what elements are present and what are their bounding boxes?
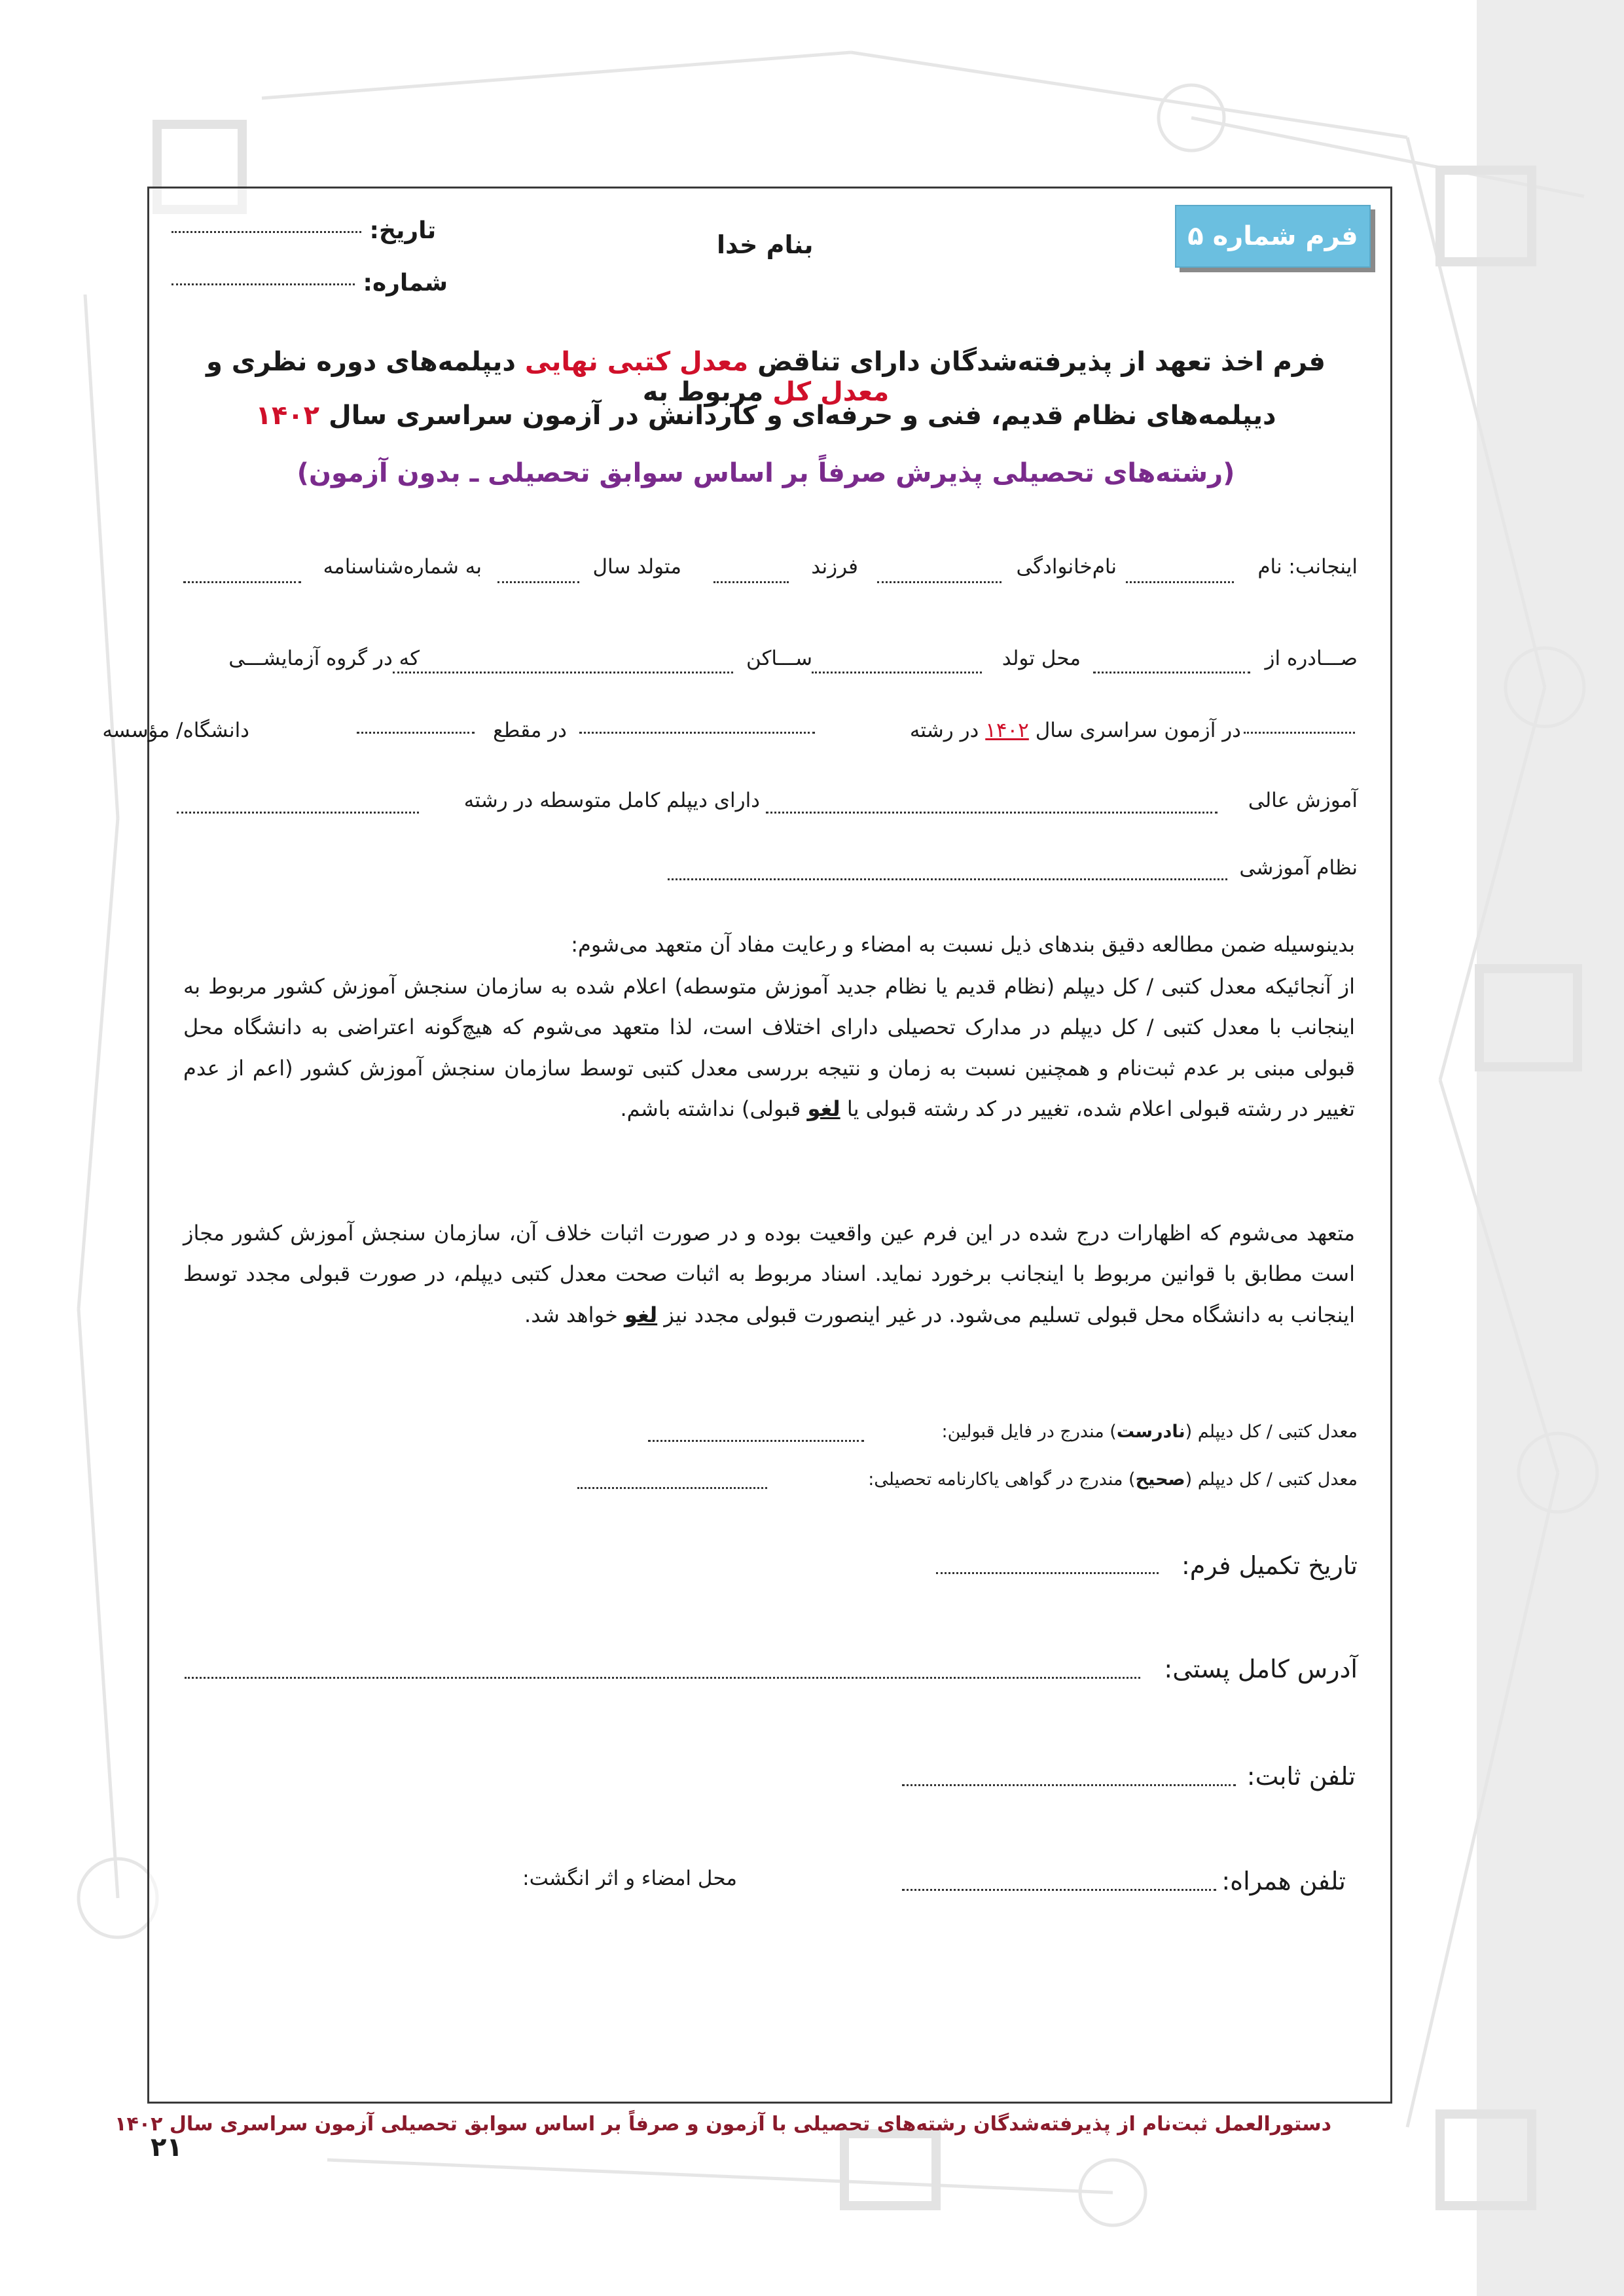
number-field[interactable] (171, 283, 355, 285)
date-field[interactable] (171, 231, 361, 233)
gpa1-incorrect: نادرست (1116, 1422, 1185, 1442)
date-label: تاریخ: (369, 217, 437, 244)
gpa2-correct: صحیح (1135, 1469, 1185, 1490)
birthplace-field[interactable] (812, 672, 982, 673)
form-title-line-1 (183, 347, 1348, 407)
field-level-label: در مقطع (493, 719, 567, 742)
landline-field[interactable] (902, 1784, 1236, 1786)
higher-ed-field[interactable] (766, 812, 1218, 814)
number-line (171, 270, 448, 296)
gpa-incorrect-line (942, 1422, 1358, 1442)
issued-field[interactable] (1093, 672, 1250, 673)
major-field[interactable] (579, 732, 815, 734)
field-education-system-label: نظام آموزشی (1239, 856, 1358, 880)
title-part: فرم اخذ تعهد از پذیرفته‌شدگان دارای تناقض (757, 347, 1326, 377)
postal-address-field[interactable] (185, 1677, 1140, 1679)
signature-label: محل امضاء و اثر انگشت: (522, 1867, 737, 1890)
gpa-incorrect-field[interactable] (648, 1440, 864, 1442)
row3-start-field[interactable] (1244, 732, 1355, 734)
postal-address-label: آدرس کامل پستی: (1164, 1655, 1358, 1683)
gpa2-c: ) مندرج در گواهی یاکارنامه تحصیلی: (868, 1469, 1136, 1490)
para1-end: قبولی) نداشته باشم. (620, 1096, 801, 1122)
child-of-field[interactable] (713, 581, 789, 583)
family-field[interactable] (877, 581, 1001, 583)
para1-bold: لغو (807, 1096, 840, 1122)
exam-year-text (910, 719, 1241, 742)
field-birthyear-label: متولد سال (592, 555, 681, 579)
title-highlight: معدل کل (772, 377, 890, 407)
field-family-label: نام‌خانوادگی (1016, 555, 1117, 579)
title-part: مربوط به (642, 377, 764, 407)
footer-instruction: دستورالعمل ثبت‌نام از پذیرفته‌شدگان رشته‌های تحصیلی با آزمون و صرفاً بر اساس سوابق تحصیلی آزمون سراسری سال ۱۴۰۲ (115, 2113, 1331, 2136)
form-number-badge: فرم شماره ۵ (1175, 205, 1371, 268)
para2-end: خواهد شد. (524, 1302, 618, 1327)
completion-date-field[interactable] (936, 1572, 1159, 1574)
title-part: دیپلمه‌های دوره نظری و (206, 347, 516, 377)
field-diploma-label: دارای دیپلم کامل متوسطه در رشته (463, 789, 760, 812)
para2-bold: لغو (624, 1302, 658, 1327)
completion-date-label: تاریخ تکمیل فرم: (1181, 1551, 1358, 1580)
landline-label: تلفن ثابت: (1246, 1762, 1356, 1791)
diploma-field[interactable] (177, 812, 419, 814)
birthyear-field[interactable] (497, 581, 579, 583)
gpa1-c: ) مندرج در فایل قبولین: (941, 1422, 1117, 1442)
para2-text: متعهد می‌شوم که اظهارات درج شده در این فرم عین واقعیت بوده و در صورت اثبات خلاف آن، سازمان سنجش آموزش کشور مجاز است مطابق با قوانین مربوط با اینجانب برخورد نماید. اسناد مربوط به اثبات صحت معدل کتبی دیپلم، در صورت قبولی مجدد توسط اینجانب به دانشگاه محل قبولی تسلیم می‌شود. در غیر اینصورت قبولی مجدد نیز (183, 1221, 1355, 1327)
mobile-label: تلفن همراه: (1221, 1867, 1346, 1895)
education-system-field[interactable] (668, 878, 1227, 880)
form-title-line-3: (رشته‌های تحصیلی پذیرش صرفاً بر اساس سوابق تحصیلی ـ بدون آزمون) (297, 458, 1235, 488)
gpa1-a: معدل کتبی / کل دیپلم ( (1185, 1422, 1358, 1442)
field-group-label: که در گروه آزمایشـــی (228, 647, 420, 670)
field-university-label: دانشگاه/ مؤسسه (102, 719, 249, 742)
idnumber-field[interactable] (183, 581, 301, 583)
title-year: ۱۴۰۲ (255, 401, 320, 431)
name-field[interactable] (1126, 581, 1234, 583)
title-part: دیپلمه‌های نظام قدیم، فنی و حرفه‌ای و کاردانش در آزمون سراسری سال (329, 401, 1276, 431)
field-resident-label: ســـاکن (746, 647, 812, 670)
commitment-paragraph-2 (183, 1213, 1355, 1335)
page-number: ۲۱ (151, 2132, 183, 2162)
title-highlight: معدل کتبی نهایی (524, 347, 749, 377)
gpa-correct-line (868, 1469, 1358, 1490)
level-field[interactable] (357, 732, 475, 734)
resident-field[interactable] (393, 672, 733, 673)
date-line (171, 217, 436, 244)
para1-text: از آنجائیکه معدل کتبی / کل دیپلم (نظام قدیم یا نظام جدید آموزش متوسطه) اعلام شده به سازمان سنجش آموزش کشور مربوط به اینجانب با معدل کتبی / کل دیپلم در مدارک تحصیلی دارای اختلاف است، لذا متعهد می‌شوم که هیچ‌گونه اعتراضی به دانشگاه محل قبولی مبنی بر عدم ثبت‌نام و همچنین نسبت به زمان و نتیجه بررسی معدل کتبی توسط سازمان سنجش آموزش کشور (اعم از عدم تغییر در رشته قبولی اعلام شده، تغییر در کد رشته قبولی یا (183, 974, 1355, 1122)
field-issued-label: صـــادره از (1265, 647, 1358, 670)
field-name-label: اینجانب: نام (1257, 555, 1358, 579)
number-label: شماره: (363, 270, 448, 296)
form-title-line-2 (183, 401, 1348, 431)
commitment-paragraph-1 (183, 966, 1355, 1130)
field-higher-ed-label: آموزش عالی (1248, 789, 1358, 812)
bismillah-heading: بنام خدا (717, 230, 814, 259)
commitment-intro: بدینوسیله ضمن مطالعه دقیق بندهای ذیل نسبت به امضاء و رعایت مفاد آن متعهد می‌شوم: (571, 932, 1355, 957)
mobile-field[interactable] (902, 1889, 1216, 1891)
field-birthplace-label: محل تولد (1001, 647, 1081, 670)
exam-year: ۱۴۰۲ (985, 719, 1029, 742)
field-child-label: فرزند (811, 555, 858, 579)
major-label: در رشته (909, 719, 979, 742)
field-idnumber-label: به شماره‌شناسنامه (323, 555, 482, 579)
exam-year-label: در آزمون سراسری سال (1035, 719, 1241, 742)
gpa-correct-field[interactable] (577, 1487, 767, 1489)
gpa2-a: معدل کتبی / کل دیپلم ( (1185, 1469, 1358, 1490)
